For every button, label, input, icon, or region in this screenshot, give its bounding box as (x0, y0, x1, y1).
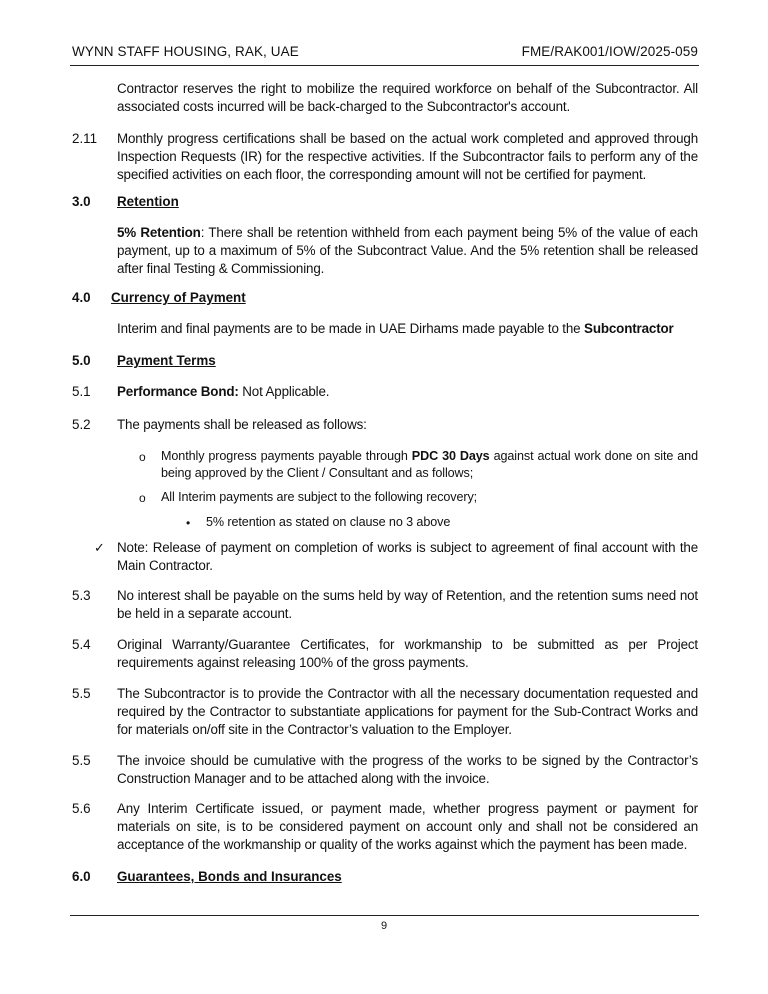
section-5-title: Payment Terms (117, 353, 216, 368)
clause-5-2-number: 5.2 (72, 417, 91, 432)
currency-text: Interim and final payments are to be made in UAE Dirhams made payable to the (117, 321, 585, 336)
clause-5-6-text: Any Interim Certificate issued, or payment made, whether progress payment or payment for materials on site, is to be considered payment on account only and shall not be considered an acceptance of the workmanship or quality of the works against which the payment has been made. (117, 801, 698, 852)
pdc-terms: PDC 30 Days (411, 449, 490, 463)
clause-5-5-number: 5.5 (72, 686, 91, 701)
clause-2-11-text: Monthly progress certifications shall be based on the actual work completed and approved through Inspection Requests (IR) for the respective activities. If the Subcontractor fails to perform any of the specified activities on each floor, the corresponding amount will not be certified for payment. (117, 131, 698, 182)
section-6-title: Guarantees, Bonds and Insurances (117, 869, 342, 884)
section-6-number: 6.0 (72, 869, 91, 884)
clause-5-1-text (117, 383, 698, 401)
section-3-title: Retention (117, 194, 179, 209)
section-5-number: 5.0 (72, 353, 91, 368)
retention-label: 5% Retention (117, 225, 201, 240)
header-doc-ref: FME/RAK001/IOW/2025-059 (521, 44, 698, 59)
checkmark-icon: ✓ (94, 540, 105, 555)
clause-2-11-number: 2.11 (72, 131, 98, 146)
section-4-number: 4.0 (72, 290, 91, 305)
clause-5-2-text: The payments shall be released as follows: (117, 417, 367, 432)
bullet-1-text: Monthly progress payments payable through (161, 449, 412, 463)
currency-paragraph (117, 320, 698, 338)
page-header (72, 44, 698, 59)
clause-5-5-text: The Subcontractor is to provide the Contractor with all the necessary documentation requested and required by the Contractor to substantiate applications for payment for the Sub-Contract Works and for materials on/off site in the Contractor’s valuation to the Employer. (117, 686, 698, 737)
bullet-monthly-payments (161, 448, 698, 482)
section-3-number: 3.0 (72, 194, 91, 209)
release-note: Note: Release of payment on completion of works is subject to agreement of final account with the Main Contractor. (117, 540, 698, 573)
retention-paragraph (117, 224, 698, 278)
header-rule (70, 65, 699, 66)
section-4-title: Currency of Payment (111, 290, 246, 305)
continued-paragraph: Contractor reserves the right to mobilize the required workforce on behalf of the Subcontractor. All associated costs incurred will be back-charged to the Subcontractor's account. (117, 81, 698, 114)
hollow-bullet-icon: o (139, 491, 146, 505)
clause-5-1-number: 5.1 (72, 384, 91, 399)
clause-5-6-number: 5.6 (72, 801, 91, 816)
performance-bond-label: Performance Bond: (117, 384, 239, 399)
hollow-bullet-icon: o (139, 450, 146, 464)
performance-bond-value: Not Applicable. (238, 384, 330, 399)
clause-5-4-text: Original Warranty/Guarantee Certificates, for workmanship to be submitted as per Project requirements against releasing 100% of the gross payments. (117, 637, 698, 670)
clause-5-5-invoice-number: 5.5 (72, 753, 91, 768)
clause-5-4-number: 5.4 (72, 637, 91, 652)
footer-rule (70, 915, 699, 916)
bullet-retention-recovery: 5% retention as stated on clause no 3 above (206, 515, 451, 529)
clause-5-3-text: No interest shall be payable on the sums held by way of Retention, and the retention sums need not be held in a separate account. (117, 588, 698, 621)
currency-payee: Subcontractor (584, 321, 674, 336)
clause-5-5-invoice-text: The invoice should be cumulative with the progress of the works to be signed by the Contractor’s Construction Manager and to be attached along with the invoice. (117, 753, 698, 786)
bullet-interim-payments: All Interim payments are subject to the following recovery; (161, 490, 478, 504)
solid-bullet-icon: • (186, 516, 191, 530)
header-project: WYNN STAFF HOUSING, RAK, UAE (72, 44, 299, 59)
clause-5-3-number: 5.3 (72, 588, 91, 603)
page-number: 9 (380, 920, 388, 932)
bullet-1-tail: against actual work done on site and being approved by the Client / Consultant and as follows; (161, 449, 698, 480)
retention-text: : There shall be retention withheld from each payment being 5% of the value of each payment, up to a maximum of 5% of the Subcontract Value. And the 5% retention shall be released after final Testing & Commissioning. (117, 225, 698, 276)
